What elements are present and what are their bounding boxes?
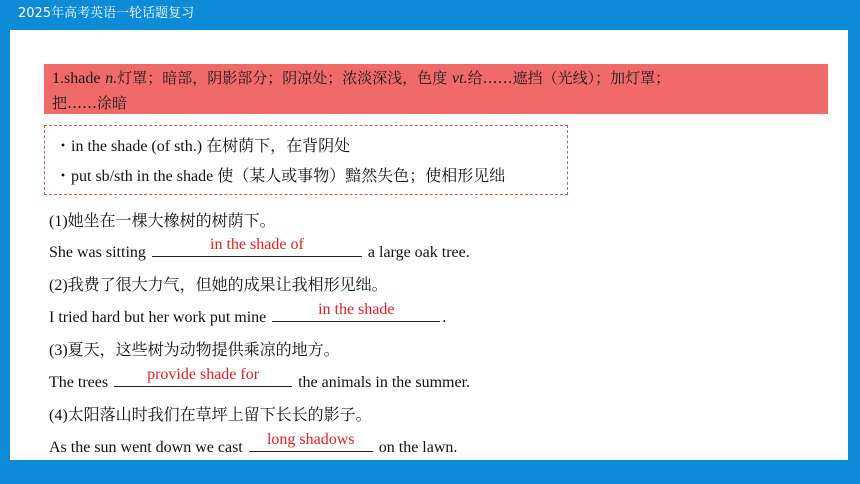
meaning-verb-cont: 把……涂暗 [52, 94, 128, 112]
answer-text: provide shade for [147, 366, 260, 383]
sentence-text: The trees [49, 374, 113, 391]
exercise-3-zh: (3)夏天，这些树为动物提供乘凉的地方。 [49, 342, 340, 359]
exercise-1-sentence [49, 236, 470, 262]
phrase-item [55, 132, 567, 162]
slide-content [10, 30, 848, 460]
meaning-verb: 给……遮挡（光线）；加灯罩； [467, 69, 671, 87]
phrase-box [44, 125, 568, 195]
exercise-2-zh: (2)我费了很大力气，但她的成果让我相形见绌。 [49, 277, 388, 294]
meaning-noun: 灯罩；暗部，阴影部分；阴凉处；浓淡深浅，色度 [117, 69, 448, 87]
phrase-zh: 在树荫下，在背阴处 [206, 138, 351, 155]
exercise-3-sentence [49, 366, 471, 392]
answer-text: long shadows [266, 431, 355, 448]
sentence-text: I tried hard but her work put mine [49, 309, 271, 326]
answer-blank[interactable] [114, 366, 292, 387]
answer-blank[interactable] [152, 236, 362, 257]
sentence-text: As the sun went down we cast [49, 439, 247, 456]
headword: 1.shade [52, 70, 101, 87]
sentence-text: on the lawn. [374, 439, 458, 456]
phrase-item [55, 162, 567, 192]
pos-verb: vt. [452, 70, 468, 87]
top-bar [0, 0, 860, 28]
sentence-text: a large oak tree. [363, 244, 470, 261]
exercise-4-sentence [49, 431, 458, 457]
header-title: 2025年高考英语一轮话题复习 [18, 6, 195, 21]
exercise-2-sentence [49, 301, 447, 327]
definition-box [44, 64, 828, 114]
phrase-zh: 使（某人或事物）黯然失色；使相形见绌 [217, 168, 506, 185]
sentence-text: She was sitting [49, 244, 150, 261]
answer-text: in the shade [318, 301, 395, 318]
exercise-4-zh: (4)太阳落山时我们在草坪上留下长长的影子。 [49, 407, 372, 424]
phrase-en: ・put sb/sth in the shade [55, 168, 214, 185]
answer-blank[interactable] [249, 431, 373, 452]
phrase-en: ・in the shade (of sth.) [55, 138, 203, 155]
sentence-text: the animals in the summer. [294, 374, 471, 391]
exercise-1-zh: (1)她坐在一棵大橡树的树荫下。 [49, 213, 276, 230]
answer-text: in the shade of [210, 236, 304, 253]
pos-noun: n. [105, 70, 118, 87]
sentence-text: . [442, 309, 447, 326]
answer-blank[interactable] [272, 301, 440, 322]
